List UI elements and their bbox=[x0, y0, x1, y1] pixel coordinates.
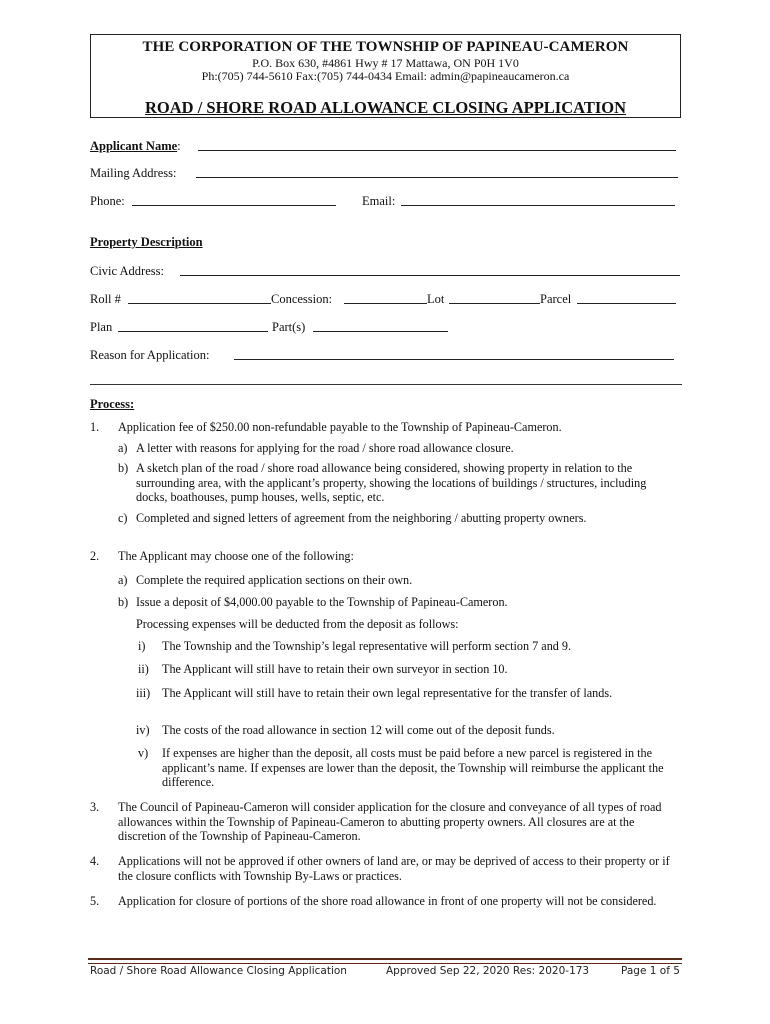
process-item-i: The Township and the Township’s legal representative will perform section 7 and 9. bbox=[162, 639, 572, 653]
process-item-2a: Complete the required application sections on their own. bbox=[136, 573, 413, 587]
process-num-ii: ii) bbox=[138, 662, 149, 676]
process-num-1c: c) bbox=[118, 511, 128, 525]
plan-label: Plan bbox=[90, 320, 113, 334]
applicant-name-label: Applicant Name: bbox=[90, 139, 181, 153]
roll-field[interactable] bbox=[128, 303, 271, 304]
email-field[interactable] bbox=[401, 205, 675, 206]
lot-label: Lot bbox=[427, 292, 445, 306]
process-item-1: Application fee of $250.00 non-refundable payable to the Township of Papineau-Cameron. bbox=[118, 420, 562, 434]
organization-address: P.O. Box 630, #4861 Hwy # 17 Mattawa, ON P0H 1V0 bbox=[252, 56, 519, 70]
concession-field[interactable] bbox=[344, 303, 427, 304]
property-description-heading: Property Description bbox=[90, 235, 203, 249]
footer-doc-title: Road / Shore Road Allowance Closing Application bbox=[90, 965, 347, 977]
process-item-iii: The Applicant will still have to retain their own legal representative for the transfer of lands. bbox=[162, 686, 613, 700]
process-num-2a: a) bbox=[118, 573, 128, 587]
email-label: Email: bbox=[362, 194, 396, 208]
concession-label: Concession: bbox=[271, 292, 333, 306]
lot-field[interactable] bbox=[449, 303, 540, 304]
organization-contact: Ph:(705) 744-5610 Fax:(705) 744-0434 Email: admin@papineaucameron.ca bbox=[201, 69, 570, 83]
process-num-3: 3. bbox=[90, 800, 100, 814]
parts-label: Part(s) bbox=[272, 320, 306, 334]
reason-field[interactable] bbox=[234, 359, 674, 360]
mailing-address-field[interactable] bbox=[196, 177, 678, 178]
footer-divider bbox=[88, 958, 682, 964]
roll-label: Roll # bbox=[90, 292, 121, 306]
parcel-field[interactable] bbox=[577, 303, 676, 304]
process-num-5: 5. bbox=[90, 894, 100, 908]
footer-approval: Approved Sep 22, 2020 Res: 2020-173 bbox=[386, 965, 590, 977]
page-title: ROAD / SHORE ROAD ALLOWANCE CLOSING APPLICATION bbox=[144, 98, 626, 117]
process-item-ii: The Applicant will still have to retain their own surveyor in section 10. bbox=[162, 662, 508, 676]
plan-field[interactable] bbox=[118, 331, 268, 332]
parcel-label: Parcel bbox=[540, 292, 572, 306]
phone-field[interactable] bbox=[132, 205, 336, 206]
process-item-iv: The costs of the road allowance in section 12 will come out of the deposit funds. bbox=[162, 723, 555, 737]
process-num-2b: b) bbox=[118, 595, 129, 609]
process-num-1: 1. bbox=[90, 420, 100, 434]
process-item-1c: Completed and signed letters of agreement from the neighboring / abutting property owners. bbox=[136, 511, 587, 525]
process-item-1b: A sketch plan of the road / shore road allowance being considered, showing property in relation to the surrounding area, with the applicant’s property, showing the locations of buildings / structures, including docks, boathouses, pump houses, wells, septic, etc. bbox=[136, 461, 647, 504]
footer-page-number: Page 1 of 5 bbox=[621, 965, 680, 977]
process-num-4: 4. bbox=[90, 854, 100, 868]
process-num-2: 2. bbox=[90, 549, 100, 563]
reason-label: Reason for Application: bbox=[90, 348, 210, 362]
process-item-2: The Applicant may choose one of the following: bbox=[118, 549, 354, 563]
process-item-1a: A letter with reasons for applying for the road / shore road allowance closure. bbox=[136, 441, 514, 455]
section-divider bbox=[90, 384, 682, 385]
process-num-iv: iv) bbox=[136, 723, 150, 737]
civic-address-label: Civic Address: bbox=[90, 264, 164, 278]
process-item-v: If expenses are higher than the deposit, all costs must be paid before a new parcel is registered in the applicant’s name. If expenses are lower than the deposit, the Township will reimburse the applicant the difference. bbox=[162, 746, 664, 789]
mailing-address-label: Mailing Address: bbox=[90, 166, 177, 180]
process-item-4: Applications will not be approved if other owners of land are, or may be deprived of access to their property or if the closure conflicts with Township By-Laws or practices. bbox=[118, 854, 670, 883]
process-num-v: v) bbox=[138, 746, 149, 760]
process-num-i: i) bbox=[138, 639, 146, 653]
parts-field[interactable] bbox=[313, 331, 448, 332]
process-num-1a: a) bbox=[118, 441, 128, 455]
process-item-3: The Council of Papineau-Cameron will consider application for the closure and conveyance of all types of road allowances within the Township of Papineau-Cameron to abutting property owners. All closures are at the discretion of the Township of Papineau-Cameron. bbox=[118, 800, 662, 843]
process-num-1b: b) bbox=[118, 461, 129, 475]
applicant-name-field[interactable] bbox=[198, 150, 676, 151]
civic-address-field[interactable] bbox=[180, 275, 680, 276]
process-heading: Process: bbox=[90, 397, 135, 411]
phone-label: Phone: bbox=[90, 194, 125, 208]
process-num-iii: iii) bbox=[136, 686, 151, 700]
processing-expenses-note: Processing expenses will be deducted from the deposit as follows: bbox=[136, 617, 459, 631]
process-item-5: Application for closure of portions of the shore road allowance in front of one property will not be considered. bbox=[118, 894, 657, 908]
organization-name: THE CORPORATION OF THE TOWNSHIP OF PAPINEAU-CAMERON bbox=[142, 39, 629, 55]
process-item-2b: Issue a deposit of $4,000.00 payable to the Township of Papineau-Cameron. bbox=[136, 595, 508, 609]
